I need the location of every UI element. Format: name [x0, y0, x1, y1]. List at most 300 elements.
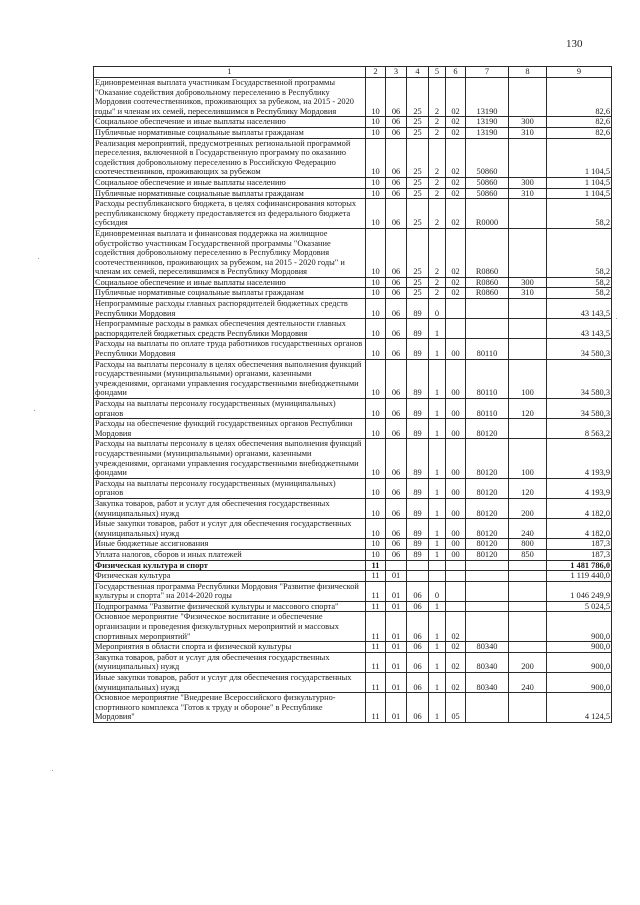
expense-type-cell: 800	[509, 539, 547, 550]
program-code-cell: 06	[407, 673, 429, 693]
amount-cell: 5 024,5	[547, 601, 612, 612]
amount-cell: 187,3	[547, 539, 612, 550]
subsection-code-cell: 06	[386, 188, 407, 199]
subsection-code-cell: 06	[386, 138, 407, 177]
subprogram-code-cell: 0	[429, 299, 446, 319]
section-code-cell: 11	[366, 652, 386, 672]
subsection-code-cell: 01	[386, 571, 407, 582]
section-code-cell: 10	[366, 127, 386, 138]
amount-cell: 43 143,5	[547, 319, 612, 339]
direction-code-cell	[466, 299, 509, 319]
subsection-code-cell: 01	[386, 673, 407, 693]
subprogram-code-cell: 2	[429, 138, 446, 177]
activity-code-cell: 02	[446, 612, 466, 642]
direction-code-cell: 80120	[466, 549, 509, 560]
amount-cell: 1 104,5	[547, 188, 612, 199]
program-code-cell: 89	[407, 319, 429, 339]
column-header: 7	[466, 67, 509, 78]
expense-type-cell: 300	[509, 117, 547, 128]
row-name-cell: Расходы на выплаты персоналу государственных (муниципальных) органов	[94, 399, 366, 419]
activity-code-cell: 02	[446, 188, 466, 199]
row-name-cell: Публичные нормативные социальные выплаты гражданам	[94, 188, 366, 199]
program-code-cell: 89	[407, 439, 429, 478]
program-code-cell: 89	[407, 359, 429, 398]
amount-cell: 82,6	[547, 78, 612, 117]
table-row	[94, 478, 612, 498]
expense-type-cell	[509, 560, 547, 571]
amount-cell: 82,6	[547, 127, 612, 138]
program-code-cell: 25	[407, 138, 429, 177]
direction-code-cell	[466, 581, 509, 601]
subprogram-code-cell: 2	[429, 288, 446, 299]
column-header: 8	[509, 67, 547, 78]
row-name-cell: Подпрограмма "Развитие физической культуры и массового спорта"	[94, 601, 366, 612]
direction-code-cell	[466, 571, 509, 582]
amount-cell: 58,2	[547, 277, 612, 288]
subprogram-code-cell: 1	[429, 519, 446, 539]
amount-cell: 4 182,0	[547, 498, 612, 518]
subsection-code-cell: 01	[386, 652, 407, 672]
subsection-code-cell: 06	[386, 339, 407, 359]
amount-cell: 8 563,2	[547, 419, 612, 439]
column-header: 5	[429, 67, 446, 78]
activity-code-cell: 02	[446, 673, 466, 693]
subprogram-code-cell: 1	[429, 319, 446, 339]
table-body	[94, 78, 612, 723]
subprogram-code-cell: 1	[429, 399, 446, 419]
row-name-cell: Расходы на выплаты персоналу государственных (муниципальных) органов	[94, 478, 366, 498]
table-row	[94, 138, 612, 177]
direction-code-cell: 80110	[466, 359, 509, 398]
expense-type-cell	[509, 612, 547, 642]
row-name-cell: Расходы на обеспечение функций государственных органов Республики Мордовия	[94, 419, 366, 439]
section-code-cell: 10	[366, 299, 386, 319]
subsection-code-cell: 01	[386, 612, 407, 642]
activity-code-cell: 00	[446, 519, 466, 539]
subsection-code-cell: 01	[386, 642, 407, 653]
program-code-cell: 25	[407, 78, 429, 117]
section-code-cell: 10	[366, 399, 386, 419]
program-code-cell: 89	[407, 419, 429, 439]
activity-code-cell: 02	[446, 652, 466, 672]
row-name-cell: Расходы республиканского бюджета, в целях софинансирования которых республиканскому бюджету предоставляется из федерального бюджета субсидия	[94, 199, 366, 229]
subsection-code-cell: 06	[386, 478, 407, 498]
subprogram-code-cell: 1	[429, 478, 446, 498]
subprogram-code-cell: 1	[429, 642, 446, 653]
expense-type-cell: 240	[509, 673, 547, 693]
expense-type-cell: 240	[509, 519, 547, 539]
program-code-cell: 89	[407, 478, 429, 498]
program-code-cell: 89	[407, 399, 429, 419]
subprogram-code-cell: 1	[429, 439, 446, 478]
direction-code-cell: 80120	[466, 439, 509, 478]
subprogram-code-cell: 1	[429, 601, 446, 612]
activity-code-cell: 02	[446, 199, 466, 229]
table-row	[94, 652, 612, 672]
subsection-code-cell: 06	[386, 177, 407, 188]
section-code-cell: 10	[366, 539, 386, 550]
section-code-cell: 10	[366, 177, 386, 188]
subprogram-code-cell: 2	[429, 277, 446, 288]
subprogram-code-cell: 2	[429, 117, 446, 128]
expense-type-cell	[509, 601, 547, 612]
expense-type-cell: 120	[509, 478, 547, 498]
program-code-cell	[407, 571, 429, 582]
subsection-code-cell: 06	[386, 199, 407, 229]
subprogram-code-cell	[429, 560, 446, 571]
program-code-cell: 25	[407, 177, 429, 188]
table-row	[94, 571, 612, 582]
activity-code-cell: 02	[446, 78, 466, 117]
subsection-code-cell: 01	[386, 601, 407, 612]
program-code-cell: 25	[407, 199, 429, 229]
table-row	[94, 277, 612, 288]
direction-code-cell: 80110	[466, 399, 509, 419]
program-code-cell: 06	[407, 652, 429, 672]
expense-type-cell: 310	[509, 188, 547, 199]
table-row	[94, 560, 612, 571]
amount-cell: 4 193,9	[547, 439, 612, 478]
subprogram-code-cell: 2	[429, 177, 446, 188]
activity-code-cell: 00	[446, 539, 466, 550]
activity-code-cell: 02	[446, 127, 466, 138]
direction-code-cell: 80120	[466, 498, 509, 518]
activity-code-cell: 00	[446, 399, 466, 419]
activity-code-cell: 00	[446, 549, 466, 560]
direction-code-cell: 13190	[466, 117, 509, 128]
row-name-cell: Расходы на выплаты персоналу в целях обеспечения выполнения функций государственными (муниципальными) органами, казенными учреждениями, органами управления государственными внебюджетными фондами	[94, 359, 366, 398]
direction-code-cell: 80110	[466, 339, 509, 359]
subsection-code-cell: 06	[386, 549, 407, 560]
row-name-cell: Основное мероприятие "Физическое воспитание и обеспечение организации и проведения физкультурных мероприятий и массовых спортивных мероприятий"	[94, 612, 366, 642]
amount-cell: 900,0	[547, 673, 612, 693]
subsection-code-cell: 06	[386, 288, 407, 299]
subprogram-code-cell: 1	[429, 652, 446, 672]
section-code-cell: 10	[366, 277, 386, 288]
row-name-cell: Закупка товаров, работ и услуг для обеспечения государственных (муниципальных) нужд	[94, 498, 366, 518]
direction-code-cell: 80120	[466, 519, 509, 539]
direction-code-cell: R0860	[466, 228, 509, 277]
program-code-cell: 25	[407, 117, 429, 128]
program-code-cell: 89	[407, 498, 429, 518]
direction-code-cell	[466, 693, 509, 723]
subprogram-code-cell: 1	[429, 339, 446, 359]
expense-type-cell	[509, 138, 547, 177]
subsection-code-cell: 06	[386, 117, 407, 128]
expense-type-cell	[509, 581, 547, 601]
amount-cell: 43 143,5	[547, 299, 612, 319]
row-name-cell: Физическая культура и спорт	[94, 560, 366, 571]
activity-code-cell: 02	[446, 642, 466, 653]
row-name-cell: Социальное обеспечение и иные выплаты населению	[94, 277, 366, 288]
program-code-cell: 89	[407, 549, 429, 560]
amount-cell: 4 182,0	[547, 519, 612, 539]
amount-cell: 1 104,5	[547, 177, 612, 188]
subprogram-code-cell: 2	[429, 188, 446, 199]
page-number: 130	[566, 38, 583, 50]
activity-code-cell	[446, 299, 466, 319]
amount-cell: 1 481 786,0	[547, 560, 612, 571]
scan-speck	[38, 258, 39, 259]
table-row	[94, 399, 612, 419]
section-code-cell: 10	[366, 549, 386, 560]
program-code-cell: 06	[407, 693, 429, 723]
table-row	[94, 581, 612, 601]
subprogram-code-cell: 1	[429, 673, 446, 693]
activity-code-cell	[446, 601, 466, 612]
section-code-cell: 11	[366, 571, 386, 582]
row-name-cell: Государственная программа Республики Мордовия "Развитие физической культуры и спорта" на 2014-2020 годы	[94, 581, 366, 601]
section-code-cell: 10	[366, 288, 386, 299]
column-header: 6	[446, 67, 466, 78]
subprogram-code-cell: 1	[429, 539, 446, 550]
program-code-cell: 89	[407, 539, 429, 550]
program-code-cell: 89	[407, 339, 429, 359]
subprogram-code-cell: 1	[429, 498, 446, 518]
subprogram-code-cell: 1	[429, 419, 446, 439]
expense-type-cell: 310	[509, 288, 547, 299]
direction-code-cell: 80120	[466, 419, 509, 439]
activity-code-cell: 00	[446, 439, 466, 478]
amount-cell: 4 124,5	[547, 693, 612, 723]
amount-cell: 1 119 440,0	[547, 571, 612, 582]
row-name-cell: Социальное обеспечение и иные выплаты населению	[94, 117, 366, 128]
section-code-cell: 10	[366, 339, 386, 359]
activity-code-cell: 00	[446, 498, 466, 518]
subprogram-code-cell: 1	[429, 359, 446, 398]
table-row	[94, 228, 612, 277]
direction-code-cell	[466, 560, 509, 571]
column-header: 9	[547, 67, 612, 78]
subsection-code-cell: 06	[386, 299, 407, 319]
section-code-cell: 10	[366, 117, 386, 128]
row-name-cell: Уплата налогов, сборов и иных платежей	[94, 549, 366, 560]
table-row	[94, 419, 612, 439]
section-code-cell: 10	[366, 228, 386, 277]
row-name-cell: Реализация мероприятий, предусмотренных региональной программой переселения, включенной в Государственную программу по оказанию содействия добровольному переселению в Российскую Федерацию соотечественников, проживающих за рубежом	[94, 138, 366, 177]
row-name-cell: Единовременная выплата участникам Государственной программы "Оказание содействия добровольному переселению в Республику Мордовия соотечественников, проживающих за рубежом, на 2015 - 2020 годы" и членам их семей, переселившимся в Республику Мордовия	[94, 78, 366, 117]
expense-type-cell	[509, 693, 547, 723]
row-name-cell: Физическая культура	[94, 571, 366, 582]
row-name-cell: Основное мероприятие "Внедрение Всероссийского физкультурно-спортивного комплекса "Готов к труду и обороне" в Республике Мордовия"	[94, 693, 366, 723]
section-code-cell: 10	[366, 498, 386, 518]
subsection-code-cell: 06	[386, 127, 407, 138]
expense-type-cell	[509, 339, 547, 359]
direction-code-cell	[466, 612, 509, 642]
subprogram-code-cell: 1	[429, 549, 446, 560]
scan-speck	[616, 318, 617, 319]
direction-code-cell: 80340	[466, 673, 509, 693]
subsection-code-cell: 06	[386, 78, 407, 117]
subprogram-code-cell: 1	[429, 612, 446, 642]
table-row	[94, 519, 612, 539]
section-code-cell: 10	[366, 519, 386, 539]
program-code-cell: 25	[407, 277, 429, 288]
amount-cell: 34 580,3	[547, 399, 612, 419]
program-code-cell: 25	[407, 127, 429, 138]
table-row	[94, 612, 612, 642]
subprogram-code-cell: 2	[429, 127, 446, 138]
row-name-cell: Единовременная выплата и финансовая поддержка на жилищное обустройство участникам Государственной программы "Оказание содействия добровольному переселению в Республику Мордовия соотечественников, проживающих за рубежом, на 2015 - 2020 годы" и членам их семей, переселившимся в Республику Мордовия	[94, 228, 366, 277]
program-code-cell: 06	[407, 601, 429, 612]
section-code-cell: 10	[366, 319, 386, 339]
expense-type-cell: 300	[509, 277, 547, 288]
expense-type-cell: 100	[509, 439, 547, 478]
expense-type-cell: 310	[509, 127, 547, 138]
section-code-cell: 10	[366, 78, 386, 117]
section-code-cell: 10	[366, 199, 386, 229]
subsection-code-cell	[386, 560, 407, 571]
scan-speck	[52, 770, 53, 771]
table-row	[94, 539, 612, 550]
column-header: 4	[407, 67, 429, 78]
row-name-cell: Публичные нормативные социальные выплаты гражданам	[94, 127, 366, 138]
activity-code-cell: 02	[446, 288, 466, 299]
direction-code-cell: R0000	[466, 199, 509, 229]
program-code-cell: 06	[407, 642, 429, 653]
table-row	[94, 117, 612, 128]
direction-code-cell: 50860	[466, 188, 509, 199]
row-name-cell: Иные закупки товаров, работ и услуг для обеспечения государственных (муниципальных) нужд	[94, 519, 366, 539]
subprogram-code-cell	[429, 571, 446, 582]
subsection-code-cell: 06	[386, 399, 407, 419]
amount-cell: 900,0	[547, 642, 612, 653]
section-code-cell: 10	[366, 478, 386, 498]
table-row	[94, 188, 612, 199]
row-name-cell: Иные закупки товаров, работ и услуг для обеспечения государственных (муниципальных) нужд	[94, 673, 366, 693]
table-row	[94, 549, 612, 560]
subprogram-code-cell: 2	[429, 199, 446, 229]
direction-code-cell: 50860	[466, 177, 509, 188]
row-name-cell: Расходы на выплаты по оплате труда работников государственных органов Республики Мордовия	[94, 339, 366, 359]
row-name-cell: Непрограммные расходы главных распорядителей бюджетных средств Республики Мордовия	[94, 299, 366, 319]
amount-cell: 58,2	[547, 228, 612, 277]
section-code-cell: 10	[366, 188, 386, 199]
expense-type-cell	[509, 419, 547, 439]
direction-code-cell: 50860	[466, 138, 509, 177]
activity-code-cell: 02	[446, 177, 466, 188]
direction-code-cell	[466, 601, 509, 612]
row-name-cell: Социальное обеспечение и иные выплаты населению	[94, 177, 366, 188]
activity-code-cell: 05	[446, 693, 466, 723]
amount-cell: 1 046 249,9	[547, 581, 612, 601]
section-code-cell: 11	[366, 612, 386, 642]
amount-cell: 34 580,3	[547, 359, 612, 398]
amount-cell: 34 580,3	[547, 339, 612, 359]
activity-code-cell: 00	[446, 339, 466, 359]
section-code-cell: 11	[366, 642, 386, 653]
section-code-cell: 11	[366, 560, 386, 571]
amount-cell: 1 104,5	[547, 138, 612, 177]
section-code-cell: 11	[366, 693, 386, 723]
section-code-cell: 11	[366, 601, 386, 612]
amount-cell: 82,6	[547, 117, 612, 128]
subsection-code-cell: 06	[386, 319, 407, 339]
activity-code-cell	[446, 319, 466, 339]
subsection-code-cell: 06	[386, 228, 407, 277]
table-row	[94, 177, 612, 188]
program-code-cell	[407, 560, 429, 571]
amount-cell: 900,0	[547, 652, 612, 672]
direction-code-cell: R0860	[466, 277, 509, 288]
column-header: 2	[366, 67, 386, 78]
subprogram-code-cell: 1	[429, 693, 446, 723]
row-name-cell: Расходы на выплаты персоналу в целях обеспечения выполнения функций государственными (муниципальными) органами, казенными учреждениями, органами управления государственными внебюджетными фондами	[94, 439, 366, 478]
table-row	[94, 288, 612, 299]
section-code-cell: 10	[366, 138, 386, 177]
expense-type-cell: 200	[509, 498, 547, 518]
amount-cell: 58,2	[547, 288, 612, 299]
table-row	[94, 319, 612, 339]
activity-code-cell: 02	[446, 117, 466, 128]
expense-type-cell	[509, 319, 547, 339]
subprogram-code-cell: 2	[429, 78, 446, 117]
table-row	[94, 601, 612, 612]
activity-code-cell: 02	[446, 228, 466, 277]
table-row	[94, 339, 612, 359]
table-row	[94, 642, 612, 653]
program-code-cell: 25	[407, 228, 429, 277]
amount-cell: 4 193,9	[547, 478, 612, 498]
direction-code-cell: 80120	[466, 478, 509, 498]
program-code-cell: 06	[407, 612, 429, 642]
subsection-code-cell: 06	[386, 519, 407, 539]
expense-type-cell	[509, 228, 547, 277]
row-name-cell: Мероприятия в области спорта и физической культуры	[94, 642, 366, 653]
activity-code-cell: 00	[446, 478, 466, 498]
activity-code-cell: 00	[446, 359, 466, 398]
program-code-cell: 89	[407, 519, 429, 539]
direction-code-cell: 80340	[466, 652, 509, 672]
direction-code-cell: 13190	[466, 127, 509, 138]
subprogram-code-cell: 2	[429, 228, 446, 277]
expense-type-cell	[509, 571, 547, 582]
subsection-code-cell: 06	[386, 539, 407, 550]
activity-code-cell: 02	[446, 277, 466, 288]
expense-type-cell: 850	[509, 549, 547, 560]
subsection-code-cell: 01	[386, 581, 407, 601]
amount-cell: 900,0	[547, 612, 612, 642]
subsection-code-cell: 06	[386, 439, 407, 478]
table-row	[94, 199, 612, 229]
table-row	[94, 693, 612, 723]
direction-code-cell: 13190	[466, 78, 509, 117]
expense-type-cell	[509, 642, 547, 653]
expense-type-cell: 120	[509, 399, 547, 419]
subsection-code-cell: 06	[386, 277, 407, 288]
scan-speck	[34, 410, 35, 411]
table-header-row	[94, 67, 612, 78]
expense-type-cell	[509, 199, 547, 229]
subsection-code-cell: 06	[386, 419, 407, 439]
budget-table	[93, 66, 612, 723]
section-code-cell: 10	[366, 419, 386, 439]
activity-code-cell	[446, 560, 466, 571]
direction-code-cell: 80120	[466, 539, 509, 550]
program-code-cell: 25	[407, 188, 429, 199]
activity-code-cell	[446, 581, 466, 601]
activity-code-cell: 02	[446, 138, 466, 177]
table-row	[94, 299, 612, 319]
table-row	[94, 359, 612, 398]
subsection-code-cell: 06	[386, 498, 407, 518]
row-name-cell: Иные бюджетные ассигнования	[94, 539, 366, 550]
column-header: 1	[94, 67, 366, 78]
expense-type-cell: 100	[509, 359, 547, 398]
table-row	[94, 78, 612, 117]
expense-type-cell	[509, 78, 547, 117]
table-row	[94, 439, 612, 478]
